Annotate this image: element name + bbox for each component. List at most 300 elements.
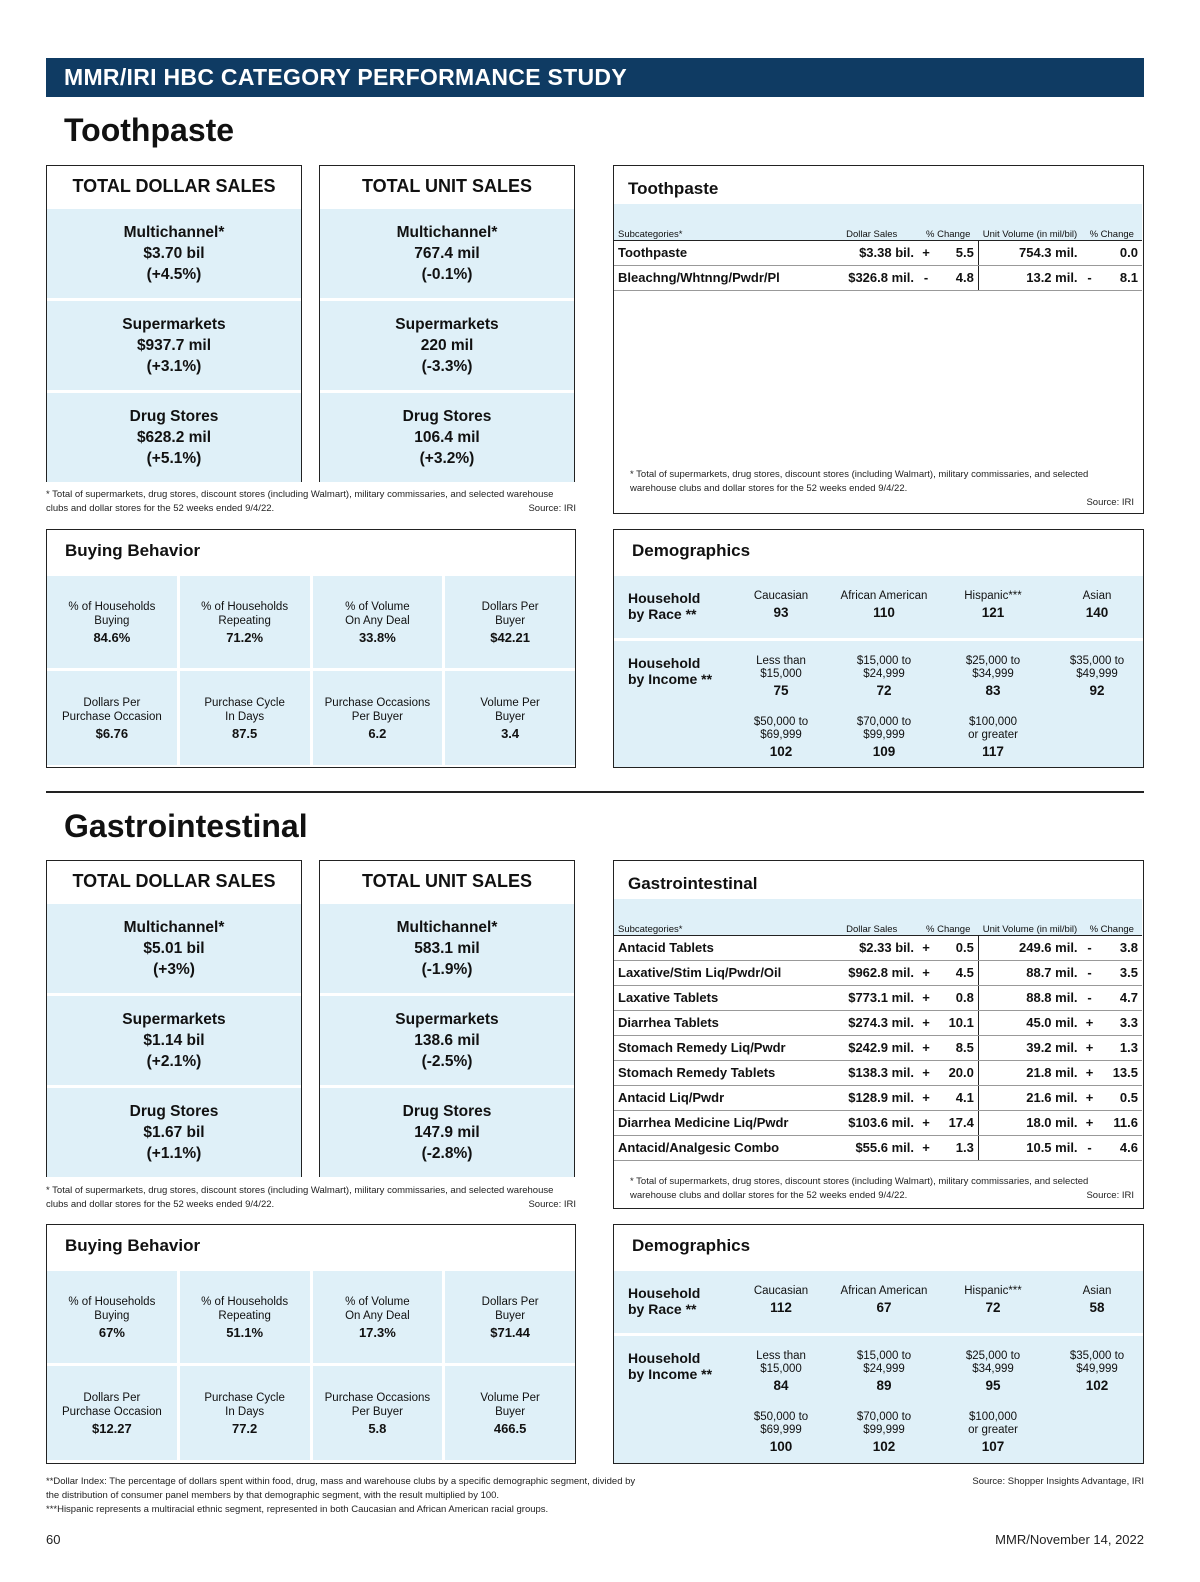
table-row <box>614 1085 1142 1110</box>
table-row <box>614 960 1142 985</box>
bb-occasions-per-buyer <box>313 1366 443 1460</box>
income-label-line: by Income ** <box>628 1366 713 1382</box>
row-pct: 5.5 <box>934 240 978 265</box>
unit-drug-stores <box>320 390 574 482</box>
cell-label: Supermarkets <box>395 316 499 333</box>
buying-behavior-title: Buying Behavior <box>65 1236 201 1255</box>
row-unit-volume: 754.3 mil. <box>978 240 1081 265</box>
demo-label: $69,999 <box>760 729 802 741</box>
income-label <box>628 655 712 687</box>
bb-label: % of Households <box>68 600 156 613</box>
unit-drug-stores <box>320 1085 574 1177</box>
demo-value: 102 <box>1085 1378 1109 1393</box>
notes-source: Source: Shopper Insights Advantage, IRI <box>972 1476 1144 1487</box>
header-dollar-sales: Dollar Sales <box>825 204 918 240</box>
cell-label: Multichannel* <box>123 224 225 241</box>
demo-label: $50,000 to <box>753 1411 809 1423</box>
demo-value: 100 <box>769 1439 793 1454</box>
demo-label: $34,999 <box>972 668 1014 680</box>
table-row <box>614 935 1142 960</box>
cell-change: (+3%) <box>153 961 195 978</box>
demo-label: $15,000 to <box>856 655 912 667</box>
row-sign: + <box>918 1010 934 1035</box>
subcategories-table <box>614 899 1142 1161</box>
bb-label: On Any Deal <box>345 614 410 627</box>
income-label-line: by Income ** <box>628 671 713 687</box>
dollar-sales-heading: TOTAL DOLLAR SALES <box>72 871 276 891</box>
bb-value: $42.21 <box>490 629 530 645</box>
cell-label: Drug Stores <box>129 408 219 425</box>
footnote-source: Source: IRI <box>1086 497 1134 508</box>
row-sign-2 <box>1082 240 1098 265</box>
row-sign: + <box>918 1085 934 1110</box>
demo-value: 117 <box>982 744 1004 759</box>
table-header <box>614 204 1142 240</box>
demo-label: $99,999 <box>863 729 905 741</box>
bb-value: 71.2% <box>226 629 264 645</box>
income-bracket <box>726 655 836 697</box>
row-pct: 4.1 <box>934 1085 978 1110</box>
row-dollar-sales: $2.33 bil. <box>825 935 918 960</box>
bb-volume-per-buyer <box>445 671 575 765</box>
income-label-line: Household <box>628 655 701 671</box>
demo-label: $49,999 <box>1076 668 1118 680</box>
table-row <box>614 1060 1142 1085</box>
bb-label: Buying <box>94 614 130 627</box>
income-bracket <box>938 655 1048 697</box>
bb-dollars-per-buyer <box>445 1271 575 1363</box>
cell-label: Supermarkets <box>122 316 226 333</box>
banner-rule <box>46 95 1144 97</box>
demo-label: $70,000 to <box>856 1411 912 1423</box>
income-bracket <box>829 1350 939 1392</box>
race-asian <box>1042 1285 1152 1314</box>
row-pct: 4.8 <box>934 265 978 290</box>
demo-value: 84 <box>773 1378 789 1393</box>
demo-value: 89 <box>876 1378 892 1393</box>
cell-label: Supermarkets <box>395 1011 499 1028</box>
demographics-title: Demographics <box>632 1236 751 1255</box>
cell-change: (-2.5%) <box>421 1053 473 1070</box>
bb-label: Per Buyer <box>351 710 403 723</box>
toothpaste-subcategories-panel <box>613 165 1144 514</box>
row-unit-volume: 13.2 mil. <box>978 265 1081 290</box>
income-bracket <box>829 716 939 758</box>
row-pct: 0.5 <box>934 935 978 960</box>
row-pct-2: 13.5 <box>1098 1060 1142 1085</box>
note-line: **Dollar Index: The percentage of dollars spent within food, drug, mass and warehouse clubs by a specific demographic segment, divided by <box>46 1476 636 1487</box>
row-dollar-sales: $962.8 mil. <box>825 960 918 985</box>
demo-label: $99,999 <box>863 1424 905 1436</box>
bb-households-buying <box>47 1271 177 1363</box>
footnote-text: * Total of supermarkets, drug stores, discount stores (including Walmart), military commissaries, and selected warehouse clubs and dollar stores for the 52 weeks ended 9/4/22. <box>46 1185 554 1210</box>
demo-value: 75 <box>773 683 789 698</box>
header-unit-volume: Unit Volume (in mil/bil) <box>978 899 1081 935</box>
demo-value: 140 <box>1085 605 1109 620</box>
buying-behavior-title: Buying Behavior <box>65 541 201 560</box>
row-pct-2: 8.1 <box>1098 265 1142 290</box>
row-dollar-sales: $3.38 bil. <box>825 240 918 265</box>
cell-value: $1.67 bil <box>143 1124 205 1141</box>
cell-value: $628.2 mil <box>136 429 212 446</box>
demographics-title: Demographics <box>632 541 751 560</box>
race-african-american <box>829 1285 939 1314</box>
page-banner: MMR/IRI HBC CATEGORY PERFORMANCE STUDY <box>46 58 1144 96</box>
issue-date: MMR/November 14, 2022 <box>995 1532 1144 1547</box>
dollar-sales-heading: TOTAL DOLLAR SALES <box>72 176 276 196</box>
bb-label: In Days <box>225 1405 265 1418</box>
row-sign: + <box>918 985 934 1010</box>
unit-multichannel <box>320 901 574 993</box>
bb-volume-per-buyer <box>445 1366 575 1460</box>
bb-label: Purchase Occasion <box>62 1405 162 1418</box>
row-unit-volume: 88.7 mil. <box>978 960 1081 985</box>
cell-value: 106.4 mil <box>414 429 480 446</box>
row-sign: + <box>918 1060 934 1085</box>
row-sign-2: - <box>1082 1135 1098 1160</box>
bb-label: Dollars Per <box>83 1391 141 1404</box>
row-sign-2: + <box>1082 1035 1098 1060</box>
footnote-text: * Total of supermarkets, drug stores, discount stores (including Walmart), military commissaries, and selected warehouse clubs and dollar stores for the 52 weeks ended 9/4/22. <box>46 489 554 514</box>
race-hispanic <box>938 1285 1048 1314</box>
bb-households-repeating <box>180 576 310 668</box>
row-sign-2: + <box>1082 1085 1098 1110</box>
index-notes <box>46 1475 746 1517</box>
demo-value: 107 <box>981 1439 1005 1454</box>
bb-value: 77.2 <box>231 1420 258 1436</box>
row-sign: + <box>918 240 934 265</box>
row-sign: + <box>918 960 934 985</box>
income-bracket <box>726 716 836 758</box>
row-unit-volume: 18.0 mil. <box>978 1110 1081 1135</box>
gi-buying-behavior <box>46 1224 576 1464</box>
dollar-supermarkets <box>47 993 301 1085</box>
demo-value: 72 <box>876 683 892 698</box>
row-unit-volume: 45.0 mil. <box>978 1010 1081 1035</box>
row-unit-volume: 249.6 mil. <box>978 935 1081 960</box>
race-label-line: Household <box>628 1285 701 1301</box>
bb-label: % of Households <box>201 600 289 613</box>
demo-value: 95 <box>985 1378 1001 1393</box>
row-dollar-sales: $128.9 mil. <box>825 1085 918 1110</box>
bb-label: Purchase Occasions <box>324 1391 431 1404</box>
bb-label: Purchase Cycle <box>204 1391 285 1404</box>
row-sign: + <box>918 1035 934 1060</box>
bb-households-repeating <box>180 1271 310 1363</box>
row-pct-2: 4.6 <box>1098 1135 1142 1160</box>
row-sign: + <box>918 1135 934 1160</box>
cell-change: (+2.1%) <box>146 1053 202 1070</box>
bb-label: Dollars Per <box>481 1295 539 1308</box>
unit-sales-heading: TOTAL UNIT SALES <box>361 176 532 196</box>
row-sign-2: + <box>1082 1060 1098 1085</box>
demo-race-row <box>614 1271 1143 1333</box>
demo-label: Caucasian <box>753 1285 809 1297</box>
bb-value: 84.6% <box>93 629 131 645</box>
sales-footnote <box>46 1184 576 1212</box>
bb-purchase-cycle <box>180 671 310 765</box>
bb-dollars-per-occasion <box>47 1366 177 1460</box>
bb-label: Buyer <box>495 710 526 723</box>
row-dollar-sales: $274.3 mil. <box>825 1010 918 1035</box>
row-sign-2: - <box>1082 960 1098 985</box>
unit-multichannel <box>320 206 574 298</box>
demo-label: Hispanic*** <box>964 1285 1022 1297</box>
table-header <box>614 899 1142 935</box>
bb-value: $6.76 <box>95 725 129 741</box>
row-sign-2: + <box>1082 1110 1098 1135</box>
bb-value: 17.3% <box>358 1324 396 1340</box>
header-unit-volume: Unit Volume (in mil/bil) <box>978 204 1081 240</box>
header-subcategories: Subcategories* <box>614 899 825 935</box>
cell-value: 220 mil <box>420 337 474 354</box>
row-sign-2: - <box>1082 985 1098 1010</box>
demo-value: 92 <box>1089 683 1105 698</box>
gi-unit-sales <box>319 860 575 1177</box>
demo-label: Caucasian <box>753 590 809 602</box>
row-pct-2: 3.8 <box>1098 935 1142 960</box>
row-name: Laxative/Stim Liq/Pwdr/Oil <box>614 960 825 985</box>
bb-label: On Any Deal <box>345 1309 410 1322</box>
bb-dollars-per-occasion <box>47 671 177 765</box>
cell-change: (-3.3%) <box>421 358 473 375</box>
demo-label: Less than <box>756 1350 806 1362</box>
cell-value: $937.7 mil <box>136 337 212 354</box>
demo-income-row <box>614 641 1143 767</box>
row-unit-volume: 39.2 mil. <box>978 1035 1081 1060</box>
footnote-source: Source: IRI <box>1086 1190 1134 1201</box>
row-sign-2: - <box>1082 265 1098 290</box>
unit-supermarkets <box>320 993 574 1085</box>
row-pct: 1.3 <box>934 1135 978 1160</box>
bb-value: 3.4 <box>501 725 520 741</box>
table-row <box>614 240 1142 265</box>
row-dollar-sales: $773.1 mil. <box>825 985 918 1010</box>
demo-value: 112 <box>770 1300 792 1315</box>
toothpaste-dollar-sales <box>46 165 302 482</box>
demo-label: or greater <box>968 729 1018 741</box>
cell-change: (-0.1%) <box>421 266 473 283</box>
row-name: Diarrhea Medicine Liq/Pwdr <box>614 1110 825 1135</box>
row-name: Antacid Liq/Pwdr <box>614 1085 825 1110</box>
bb-value: 5.8 <box>368 1420 387 1436</box>
demo-race-row <box>614 576 1143 638</box>
row-sign: + <box>918 935 934 960</box>
buying-behavior-grid <box>47 1271 575 1460</box>
subcategories-footnote <box>622 468 1134 508</box>
row-sign-2: - <box>1082 935 1098 960</box>
table-row <box>614 1110 1142 1135</box>
buying-behavior-grid <box>47 576 575 765</box>
race-asian <box>1042 590 1152 619</box>
subcategories-footnote <box>622 1175 1134 1203</box>
demo-label: Asian <box>1082 590 1112 602</box>
demo-value: 58 <box>1089 1300 1105 1315</box>
demo-label: $69,999 <box>760 1424 802 1436</box>
race-label-line: by Race ** <box>628 1301 697 1317</box>
toothpaste-buying-behavior <box>46 529 576 768</box>
row-unit-volume: 10.5 mil. <box>978 1135 1081 1160</box>
race-label-line: by Race ** <box>628 606 697 622</box>
row-name: Toothpaste <box>614 240 825 265</box>
footnote-text: * Total of supermarkets, drug stores, discount stores (including Walmart), military commissaries, and selected warehouse clubs and dollar stores for the 52 weeks ended 9/4/22. <box>630 469 1089 494</box>
bb-value: $71.44 <box>490 1324 530 1340</box>
bb-label: Buyer <box>495 614 526 627</box>
bb-value: 51.1% <box>226 1324 264 1340</box>
cell-value: 138.6 mil <box>414 1032 480 1049</box>
bb-label: % of Volume <box>345 600 410 613</box>
race-label <box>628 590 700 622</box>
demo-income-row <box>614 1336 1143 1463</box>
demo-label: Asian <box>1082 1285 1112 1297</box>
header-pct-change: % Change <box>918 899 978 935</box>
income-bracket <box>938 1411 1048 1453</box>
toothpaste-unit-sales <box>319 165 575 482</box>
row-dollar-sales: $138.3 mil. <box>825 1060 918 1085</box>
row-sign: - <box>918 265 934 290</box>
note-line: ***Hispanic represents a multiracial ethnic segment, represented in both Caucasian and African American racial groups. <box>46 1504 549 1515</box>
demo-label: $15,000 to <box>856 1350 912 1362</box>
income-bracket <box>938 716 1048 758</box>
subcategories-title: Gastrointestinal <box>628 874 758 893</box>
section-title-toothpaste: Toothpaste <box>64 112 235 148</box>
row-name: Antacid/Analgesic Combo <box>614 1135 825 1160</box>
cell-change: (+4.5%) <box>146 266 202 283</box>
bb-purchase-cycle <box>180 1366 310 1460</box>
row-pct: 4.5 <box>934 960 978 985</box>
cell-value: $1.14 bil <box>143 1032 205 1049</box>
section-title-gastrointestinal: Gastrointestinal <box>64 808 308 844</box>
subcategories-title: Toothpaste <box>628 179 719 198</box>
income-label-line: Household <box>628 1350 701 1366</box>
footnote-source: Source: IRI <box>528 1199 576 1210</box>
table-row <box>614 985 1142 1010</box>
note-line: the distribution of consumer panel members by that demographic segment, with the result multiplied by 100. <box>46 1490 500 1501</box>
demo-label: $50,000 to <box>753 716 809 728</box>
demo-label: Less than <box>756 655 806 667</box>
table-row <box>614 265 1142 290</box>
race-caucasian <box>726 1285 836 1314</box>
gi-subcategories-panel <box>613 860 1144 1209</box>
demo-label: $49,999 <box>1076 1363 1118 1375</box>
bb-label: % of Volume <box>345 1295 410 1308</box>
demo-label: $15,000 <box>760 1363 802 1375</box>
bb-value: 466.5 <box>493 1420 527 1436</box>
header-dollar-sales: Dollar Sales <box>825 899 918 935</box>
income-bracket <box>829 1411 939 1453</box>
bb-label: Dollars Per <box>481 600 539 613</box>
demo-value: 121 <box>981 605 1005 620</box>
row-name: Bleachng/Whtnng/Pwdr/Pl <box>614 265 825 290</box>
row-dollar-sales: $242.9 mil. <box>825 1035 918 1060</box>
bb-label: Buyer <box>495 1309 526 1322</box>
row-pct-2: 3.5 <box>1098 960 1142 985</box>
header-subcategories: Subcategories* <box>614 204 825 240</box>
page-number: 60 <box>46 1532 61 1547</box>
cell-label: Drug Stores <box>402 1103 492 1120</box>
cell-change: (+3.1%) <box>146 358 202 375</box>
cell-label: Multichannel* <box>396 224 498 241</box>
demo-label: $24,999 <box>863 1363 905 1375</box>
race-african-american <box>829 590 939 619</box>
demo-label: $70,000 to <box>856 716 912 728</box>
cell-value: 583.1 mil <box>414 940 480 957</box>
unit-supermarkets <box>320 298 574 390</box>
dollar-drug-stores <box>47 390 301 482</box>
row-unit-volume: 21.6 mil. <box>978 1085 1081 1110</box>
demo-value: 102 <box>769 744 793 759</box>
row-sign-2: + <box>1082 1010 1098 1035</box>
subcategories-table <box>614 204 1142 291</box>
race-hispanic <box>938 590 1048 619</box>
bb-value: 6.2 <box>368 725 387 741</box>
dollar-drug-stores <box>47 1085 301 1177</box>
row-name: Laxative Tablets <box>614 985 825 1010</box>
bb-label: Repeating <box>218 614 271 627</box>
cell-value: 767.4 mil <box>414 245 480 262</box>
row-pct-2: 0.0 <box>1098 240 1142 265</box>
bb-label: Dollars Per <box>83 696 141 709</box>
demo-value: 93 <box>773 605 789 620</box>
demo-label: $35,000 to <box>1069 1350 1125 1362</box>
cell-label: Multichannel* <box>396 919 498 936</box>
cell-label: Drug Stores <box>129 1103 219 1120</box>
cell-change: (+1.1%) <box>146 1145 202 1162</box>
section-divider <box>46 791 1144 793</box>
row-dollar-sales: $55.6 mil. <box>825 1135 918 1160</box>
cell-value: $3.70 bil <box>143 245 205 262</box>
toothpaste-demographics <box>613 529 1144 768</box>
row-unit-volume: 88.8 mil. <box>978 985 1081 1010</box>
demo-label: African American <box>840 1285 928 1297</box>
cell-change: (+5.1%) <box>146 450 202 467</box>
bb-volume-on-deal <box>313 1271 443 1363</box>
demo-label: African American <box>840 590 928 602</box>
row-sign: + <box>918 1110 934 1135</box>
cell-label: Supermarkets <box>122 1011 226 1028</box>
row-pct-2: 3.3 <box>1098 1010 1142 1035</box>
dollar-multichannel <box>47 901 301 993</box>
income-bracket <box>938 1350 1048 1392</box>
bb-label: Purchase Cycle <box>204 696 285 709</box>
header-pct-change: % Change <box>918 204 978 240</box>
footnote-source: Source: IRI <box>528 503 576 514</box>
row-pct: 10.1 <box>934 1010 978 1035</box>
demo-label: Hispanic*** <box>964 590 1022 602</box>
bb-label: Volume Per <box>480 1391 540 1404</box>
bb-households-buying <box>47 576 177 668</box>
row-name: Diarrhea Tablets <box>614 1010 825 1035</box>
bb-label: Buyer <box>495 1405 526 1418</box>
bb-volume-on-deal <box>313 576 443 668</box>
cell-label: Drug Stores <box>402 408 492 425</box>
demo-label: $25,000 to <box>965 1350 1021 1362</box>
bb-dollars-per-buyer <box>445 576 575 668</box>
row-pct-2: 0.5 <box>1098 1085 1142 1110</box>
demo-value: 110 <box>873 605 895 620</box>
dollar-multichannel <box>47 206 301 298</box>
bb-value: 67% <box>98 1324 125 1340</box>
income-bracket <box>1042 655 1152 697</box>
bb-occasions-per-buyer <box>313 671 443 765</box>
bb-value: $12.27 <box>91 1420 132 1436</box>
row-name: Stomach Remedy Liq/Pwdr <box>614 1035 825 1060</box>
demo-label: $34,999 <box>972 1363 1014 1375</box>
row-dollar-sales: $326.8 mil. <box>825 265 918 290</box>
cell-value: $5.01 bil <box>143 940 205 957</box>
demo-label: $100,000 <box>969 716 1017 728</box>
demo-label: $35,000 to <box>1069 655 1125 667</box>
